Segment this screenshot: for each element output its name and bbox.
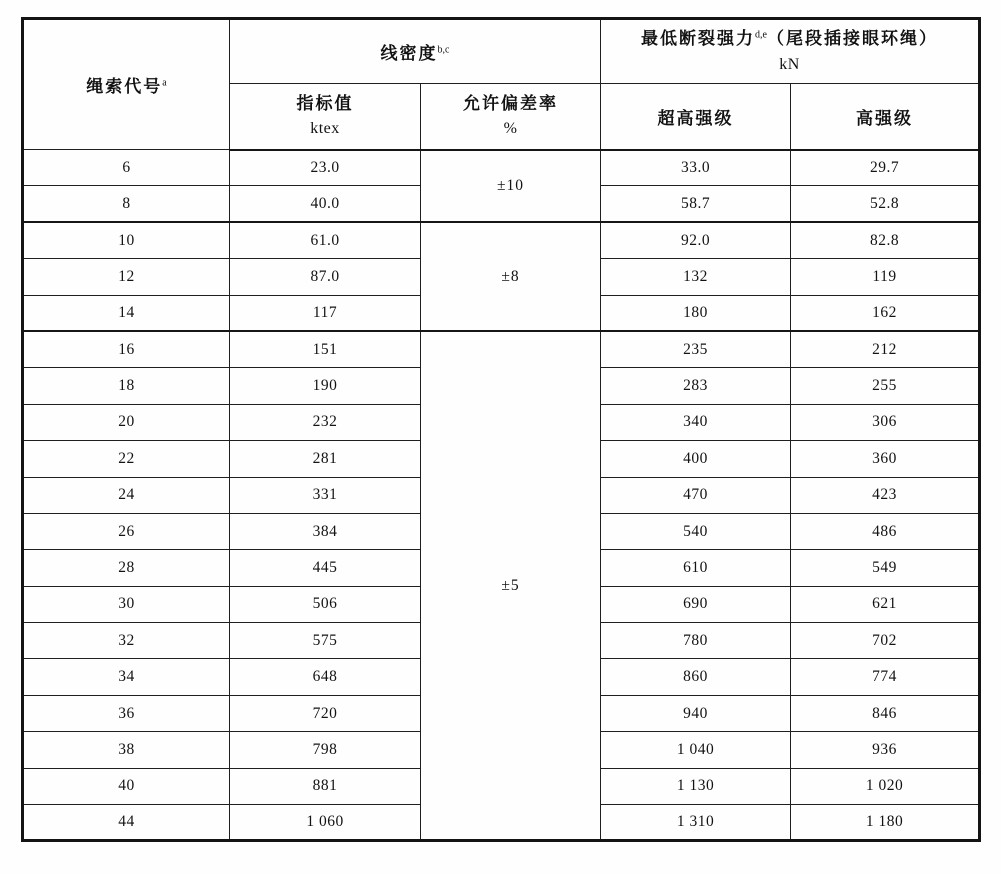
ktex-value-cell: 575 [230,623,421,659]
subcol-high-grade-header [791,84,980,150]
ultra-high-strength-cell: 860 [601,659,791,695]
footnote-de-sup: d,e [755,29,767,41]
rope-code-cell: 36 [23,695,230,731]
ktex-value-cell: 87.0 [230,259,421,295]
index-value-unit-label: ktex [310,120,340,138]
ultra-high-strength-cell: 340 [601,404,791,440]
table-body [23,150,980,841]
high-strength-cell: 306 [791,404,980,440]
table-row [23,222,980,258]
min-break-label: 最低断裂强力 [641,29,756,49]
ultra-high-strength-cell: 1 130 [601,768,791,804]
subcol-deviation-header [421,84,601,150]
min-break-title-line [601,26,978,52]
high-strength-cell: 936 [791,732,980,768]
high-strength-cell: 119 [791,259,980,295]
high-strength-cell: 52.8 [791,186,980,222]
high-strength-cell: 1 020 [791,768,980,804]
ultra-high-strength-cell: 180 [601,295,791,331]
footnote-bc-sup: b,c [437,44,450,56]
high-strength-cell: 621 [791,586,980,622]
high-strength-cell: 360 [791,441,980,477]
col-linear-density-header [230,19,601,84]
rope-specification-table [21,17,981,842]
high-strength-cell: 162 [791,295,980,331]
rope-code-cell: 8 [23,186,230,222]
rope-code-cell: 12 [23,259,230,295]
rope-code-cell: 18 [23,368,230,404]
rope-code-cell: 22 [23,441,230,477]
ultra-high-strength-cell: 540 [601,513,791,549]
deviation-label: 允许偏差率 [463,94,558,114]
ultra-high-strength-cell: 1 310 [601,805,791,841]
ktex-value-cell: 331 [230,477,421,513]
table-row [23,150,980,186]
ultra-high-strength-cell: 610 [601,550,791,586]
rope-code-cell: 38 [23,732,230,768]
high-strength-cell: 1 180 [791,805,980,841]
ultra-high-strength-cell: 690 [601,586,791,622]
ultra-high-strength-cell: 400 [601,441,791,477]
ultra-high-strength-cell: 780 [601,623,791,659]
ktex-value-cell: 798 [230,732,421,768]
col-rope-code-header [23,19,230,150]
high-strength-cell: 212 [791,331,980,367]
min-break-paren-label: （尾段插接眼环绳） [767,29,938,49]
rope-code-cell: 14 [23,295,230,331]
high-strength-cell: 549 [791,550,980,586]
ktex-value-cell: 40.0 [230,186,421,222]
table-header [23,19,980,150]
ultra-high-strength-cell: 940 [601,695,791,731]
ktex-value-cell: 720 [230,695,421,731]
subcol-ultra-high-grade-header [601,84,791,150]
high-strength-cell: 29.7 [791,150,980,186]
high-strength-cell: 486 [791,513,980,549]
ultra-high-strength-cell: 235 [601,331,791,367]
subcol-index-value-header [230,84,421,150]
ktex-value-cell: 281 [230,441,421,477]
ultra-high-strength-cell: 92.0 [601,222,791,258]
ultra-high-strength-cell: 58.7 [601,186,791,222]
header-row-1 [23,19,980,84]
ktex-value-cell: 648 [230,659,421,695]
rope-code-cell: 34 [23,659,230,695]
rope-code-cell: 20 [23,404,230,440]
ultra-high-strength-cell: 33.0 [601,150,791,186]
ultra-high-strength-cell: 132 [601,259,791,295]
rope-code-cell: 16 [23,331,230,367]
ktex-value-cell: 1 060 [230,805,421,841]
rope-code-cell: 26 [23,513,230,549]
footnote-a-sup: a [162,77,167,89]
table-row [23,331,980,367]
ktex-value-cell: 232 [230,404,421,440]
ultra-high-strength-cell: 1 040 [601,732,791,768]
col-min-breaking-strength-header [601,19,980,84]
ktex-value-cell: 23.0 [230,150,421,186]
deviation-unit-label: % [503,120,518,138]
deviation-cell: ±10 [421,150,601,223]
rope-code-cell: 44 [23,805,230,841]
ktex-value-cell: 190 [230,368,421,404]
deviation-cell: ±5 [421,331,601,840]
ktex-value-cell: 151 [230,331,421,367]
rope-code-cell: 24 [23,477,230,513]
ultra-high-strength-cell: 470 [601,477,791,513]
ultra-high-strength-cell: 283 [601,368,791,404]
high-strength-cell: 846 [791,695,980,731]
ultra-high-grade-label: 超高强级 [657,108,734,128]
deviation-cell: ±8 [421,222,601,331]
rope-code-cell: 30 [23,586,230,622]
high-grade-label: 高强级 [856,108,914,128]
linear-density-label: 线密度 [380,44,438,63]
high-strength-cell: 82.8 [791,222,980,258]
high-strength-cell: 255 [791,368,980,404]
high-strength-cell: 423 [791,477,980,513]
rope-code-cell: 28 [23,550,230,586]
ktex-value-cell: 506 [230,586,421,622]
ktex-value-cell: 384 [230,513,421,549]
ktex-value-cell: 61.0 [230,222,421,258]
ktex-value-cell: 117 [230,295,421,331]
rope-code-label: 绳索代号 [86,77,163,96]
rope-code-cell: 10 [23,222,230,258]
ktex-value-cell: 881 [230,768,421,804]
index-value-label: 指标值 [296,94,354,114]
high-strength-cell: 774 [791,659,980,695]
ktex-value-cell: 445 [230,550,421,586]
rope-code-cell: 32 [23,623,230,659]
high-strength-cell: 702 [791,623,980,659]
rope-code-cell: 40 [23,768,230,804]
min-break-unit-label: kN [779,55,800,73]
rope-code-cell: 6 [23,150,230,186]
